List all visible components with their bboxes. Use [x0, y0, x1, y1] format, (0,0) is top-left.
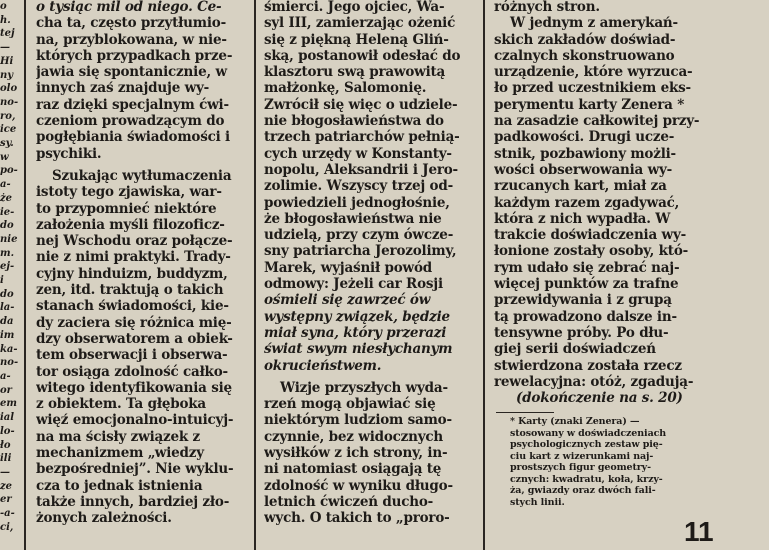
edge-fragment: ili [0, 453, 12, 465]
column1-line: o tysiąc mil od niego. Ce- [36, 0, 222, 15]
column1-line: na, przyblokowana, w nie- [36, 31, 227, 48]
column1-line: założenia myśli filozoficz- [36, 216, 225, 233]
footnote-line: stych linii. [510, 496, 565, 508]
edge-fragment: m. [0, 247, 15, 259]
column3-line: stnik, pozbawiony możli- [494, 145, 676, 162]
column1-line: bezpośredniej”. Nie wyklu- [36, 461, 234, 478]
column2-line: rzeń mogą objawiać się [264, 396, 436, 413]
column1-line: Szukając wytłumaczenia [52, 167, 232, 184]
edge-fragment: h. [0, 14, 11, 26]
edge-fragment: — [0, 466, 10, 478]
edge-fragment: da [0, 316, 14, 328]
column3-line: która z nich wypadła. W [494, 210, 671, 227]
text-column-3 [494, 0, 716, 390]
column1-line: cha ta, często przytłumio- [36, 15, 227, 32]
footnote-line: psychologicznych zestaw pię- [510, 439, 663, 450]
edge-fragment: lo- [0, 425, 15, 437]
edge-fragment: ial [0, 412, 15, 424]
column2-line: że błogosławieństwa nie [264, 210, 442, 227]
column3-line: padkowości. Drugi ucze- [494, 129, 675, 146]
footnote-line: cznych: kwadratu, koła, krzy- [510, 473, 663, 485]
column3-line: różnych stron. [494, 0, 600, 15]
edge-fragment: ej- [0, 261, 15, 273]
column1-line: mechanizmem „wiedzy [36, 445, 204, 462]
column3-line: perymentu karty Zenera * [494, 96, 685, 113]
page-number: 11 [684, 516, 714, 547]
edge-fragment: ze [0, 480, 13, 492]
edge-fragment: do [0, 220, 14, 232]
column2-line: okrucieństwem. [264, 357, 382, 374]
footnote-line: ża, gwiazdy oraz dwóch fali- [510, 485, 656, 496]
column3-line: tą prowadzono dalsze in- [494, 308, 677, 325]
column1-line: nie z nimi praktyki. Trady- [36, 249, 231, 266]
column1-line: tor osiąga zdolność całko- [36, 363, 228, 380]
column3-line: trakcie doświadczenia wy- [494, 227, 687, 244]
footnote-line: * Karty (znaki Zenera) — [510, 416, 640, 427]
edge-fragment: ny [0, 69, 14, 81]
text-column-2 [264, 0, 477, 527]
column1-line: cyjny hinduizm, buddyzm, [36, 265, 228, 282]
column-rule-left [24, 0, 26, 550]
edge-fragment: no- [0, 357, 19, 369]
column2-line: cych urzędy w Konstanty- [264, 145, 452, 162]
edge-fragment: o [0, 1, 7, 12]
column1-line: to przypomnieć niektóre [36, 200, 217, 217]
column1-line: także innych, bardziej zło- [36, 493, 230, 510]
footnote-rule [496, 412, 554, 413]
column3-line: ło przed uczestnikiem eks- [494, 80, 691, 97]
column2-line: Zwrócił się więc o udziele- [264, 96, 458, 113]
column1-line: tem obserwacji i obserwa- [36, 347, 228, 364]
edge-fragment: tej [0, 28, 15, 40]
column1-line: nej Wschodu oraz połącze- [36, 233, 233, 250]
text-column-1 [36, 0, 249, 527]
column2-line: miał syna, który przerazi [264, 324, 447, 341]
edge-fragment: do [0, 288, 14, 300]
column2-line: trzech patriarchów pełnią- [264, 129, 460, 146]
column2-line: niektórym ludziom samo- [264, 412, 452, 429]
edge-fragment: ie- [0, 206, 15, 218]
column2-line: ośmieli się zawrzeć ów [264, 292, 431, 309]
column2-line: ni natomiast osiągają tę [264, 461, 442, 478]
column3-line: wości obserwowania wy- [494, 161, 673, 178]
column3-line: każdym razem zgadywać, [494, 194, 680, 211]
column2-line: Marek, wyjaśnił powód [264, 259, 432, 276]
column2-line: Wizje przyszłych wyda- [280, 379, 448, 396]
column1-line: więź emocjonalno-intuicyj- [36, 412, 234, 429]
column3-line: przewidywania i z grupą [494, 292, 672, 309]
edge-fragment: ci, [0, 521, 14, 533]
edge-fragment: sy. [0, 138, 14, 150]
column2-line: odmowy: Jeżeli car Rosji [264, 276, 443, 293]
column1-line: psychiki. [36, 145, 102, 162]
edge-fragment: la- [0, 302, 15, 314]
continuation-note: (dokończenie na s. 20) [516, 390, 683, 406]
column1-line: z obiektem. Ta głęboka [36, 396, 206, 413]
column2-line: nie błogosławieństwa do [264, 113, 444, 130]
column3-line: na zasadzie całkowitej przy- [494, 113, 700, 130]
edge-fragment: i [0, 275, 4, 287]
column3-line: giej serii doświadczeń [494, 341, 656, 358]
column2-line: świat swym niesłychanym [264, 341, 453, 358]
footnote [510, 416, 720, 508]
footnote-line: ciu kart z wizerunkami naj- [510, 450, 654, 462]
footnote-line: prostszych figur geometry- [510, 462, 651, 473]
column1-line: jawia się spontanicznie, w [36, 64, 227, 81]
edge-fragment: że [0, 192, 13, 204]
column2-line: śmierci. Jego ojciec, Wa- [264, 0, 445, 15]
edge-fragment: po- [0, 165, 18, 177]
edge-fragment: im [0, 329, 15, 341]
column1-line: raz dzięki specjalnym ćwi- [36, 96, 229, 113]
column1-line: istoty tego zjawiska, war- [36, 184, 222, 201]
column1-line: innych zaś znajduje wy- [36, 80, 210, 97]
column2-line: ską, postanowił odesłać do [264, 47, 461, 64]
edge-fragment: -a- [0, 508, 15, 520]
column3-line: czalnych skonstruowano [494, 47, 675, 64]
column2-line: letnich ćwiczeń ducho- [264, 493, 434, 510]
column2-line: zolimie. Wszyscy trzej od- [264, 178, 454, 195]
column1-line: witego identyfikowania się [36, 379, 232, 396]
column1-line: pogłębiania świadomości i [36, 129, 230, 146]
edge-fragment: ro, [0, 110, 16, 122]
column1-line: stanach świadomości, kie- [36, 298, 229, 315]
column1-line: zen, itd. traktują o takich [36, 282, 224, 299]
column2-line: małżonkę, Salomonię. [264, 80, 427, 97]
edge-fragment: em [0, 398, 17, 410]
edge-fragment: no- [0, 96, 19, 108]
column3-line: urządzenie, które wyrzuca- [494, 64, 693, 81]
column3-line: tensywne próby. Po dłu- [494, 324, 669, 341]
column2-line: klasztoru swą prawowitą [264, 64, 446, 81]
column-rule-2 [483, 0, 485, 550]
column1-line: cza to jednak istnienia [36, 477, 203, 494]
edge-fragment: ło [0, 439, 11, 451]
column2-line: się z piękną Heleną Gliń- [264, 31, 449, 48]
edge-fragment: or [0, 384, 12, 396]
edge-fragment: Hi [0, 55, 14, 67]
edge-fragment: a- [0, 179, 11, 191]
column3-line: łonione zostały osoby, któ- [494, 243, 689, 260]
column1-line: czeniom prowadzącym do [36, 113, 225, 130]
column1-line: żonych zależności. [36, 510, 172, 527]
column2-line: udzielą, przy czym ówcze- [264, 227, 454, 244]
edge-fragment: olo [0, 83, 18, 95]
column3-line: stwierdzona została rzecz [494, 357, 682, 374]
edge-fragment: — [0, 42, 10, 54]
column3-line: więcej punktów za trafne [494, 276, 679, 293]
edge-fragment: ka- [0, 343, 18, 355]
column-rule-1 [254, 0, 256, 550]
column1-line: których przypadkach prze- [36, 47, 233, 64]
edge-fragment: w [0, 151, 9, 163]
column1-line: na ma ścisły związek z [36, 428, 201, 445]
column2-line: wysiłków z ich strony, in- [264, 445, 448, 462]
column2-line: sny patriarcha Jerozolimy, [264, 243, 457, 260]
column3-line: rym udało się zebrać naj- [494, 259, 680, 276]
column3-line: rewelacyjna: otóż, zgadują- [494, 373, 694, 390]
footnote-line: stosowany w doświadczeniach [510, 427, 667, 439]
column2-line: powiedzieli jednogłośnie, [264, 194, 450, 211]
edge-fragments [0, 0, 22, 534]
edge-fragment: a- [0, 370, 11, 382]
column2-line: występny związek, będzie [264, 308, 450, 325]
column2-line: zdolność w wyniku długo- [264, 477, 453, 494]
column3-line: W jednym z amerykań- [510, 15, 678, 32]
column2-line: czynnie, bez widocznych [264, 428, 444, 445]
column3-line: skich zakładów doświad- [494, 31, 676, 48]
column1-line: dzy obserwatorem a obiek- [36, 330, 233, 347]
edge-fragment: er [0, 494, 12, 506]
column1-line: dy zaciera się różnica mię- [36, 314, 232, 331]
column2-line: nopolu, Aleksandrii i Jero- [264, 161, 458, 178]
column3-line: rzucanych kart, miał za [494, 178, 667, 195]
column2-line: wych. O takich to „proro- [264, 510, 450, 527]
edge-fragment: nie [0, 233, 18, 245]
edge-fragment: ice [0, 124, 17, 136]
column2-line: syl III, zamierzając ożenić [264, 15, 456, 32]
